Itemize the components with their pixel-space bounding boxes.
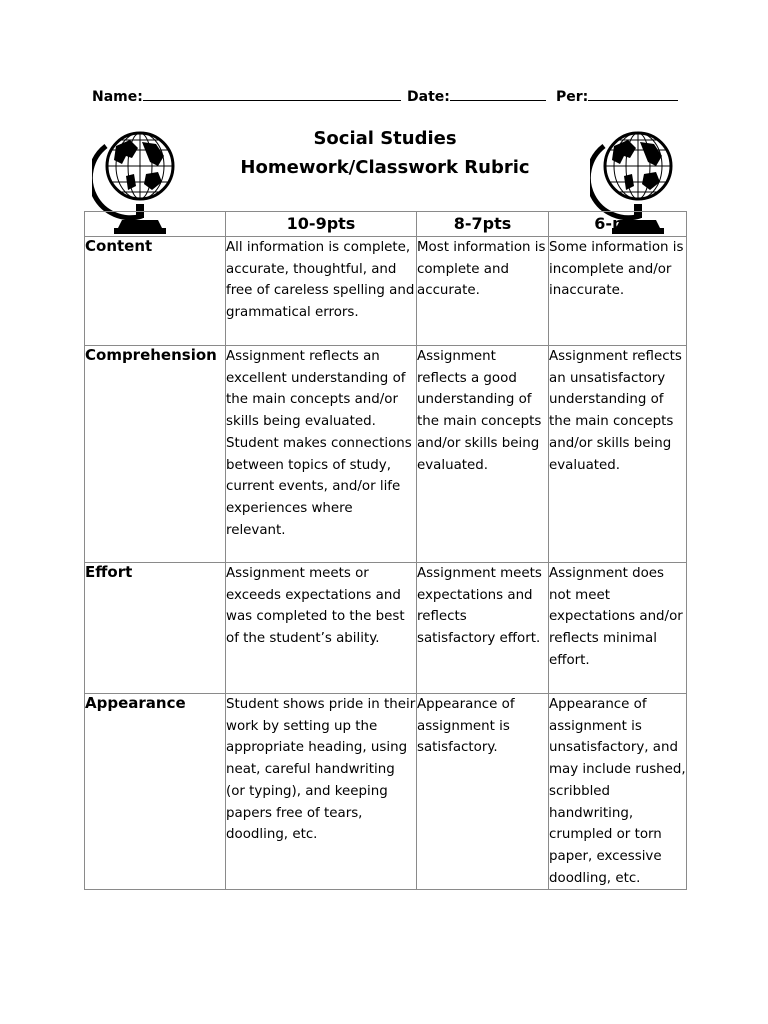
table-cell: Some information is incomplete and/or inaccurate. [549,237,687,346]
table-cell: Assignment reflects an excellent understanding of the main concepts and/or skills being evaluated. Student makes connections between topics of study, current events, and/or life experiences where relevant. [226,346,417,563]
header-fields [92,86,682,106]
row-label-content: Content [85,237,226,346]
table-cell: Assignment meets expectations and reflects satisfactory effort. [417,563,549,694]
row-label-comprehension: Comprehension [85,346,226,563]
table-row [85,694,687,890]
table-cell: All information is complete, accurate, thoughtful, and free of careless spelling and grammatical errors. [226,237,417,346]
table-cell: Assignment does not meet expectations and/or reflects minimal effort. [549,563,687,694]
row-label-appearance: Appearance [85,694,226,890]
per-label: Per: [556,89,589,105]
name-field[interactable] [92,86,401,105]
name-blank[interactable] [143,86,401,101]
table-row [85,237,687,346]
per-field[interactable] [556,86,678,105]
date-field[interactable] [407,86,546,105]
table-row [85,346,687,563]
rubric-table [84,211,687,890]
table-cell: Student shows pride in their work by setting up the appropriate heading, using neat, careful handwriting (or typing), and keeping papers free of tears, doodling, etc. [226,694,417,890]
table-cell: Appearance of assignment is satisfactory. [417,694,549,890]
title-line1: Social Studies [313,128,457,149]
date-label: Date: [407,89,450,105]
table-cell: Assignment reflects a good understanding of the main concepts and/or skills being evaluated. [417,346,549,563]
column-header [85,212,226,237]
column-header: 8-7pts [417,212,549,237]
column-header-text: 6-pts [594,214,641,233]
table-cell: Assignment meets or exceeds expectations and was completed to the best of the student’s ability. [226,563,417,694]
table-cell: Most information is complete and accurate. [417,237,549,346]
name-label: Name: [92,89,143,105]
table-header-row [85,212,687,237]
row-label-effort: Effort [85,563,226,694]
per-blank[interactable] [588,86,678,101]
column-header: 10-9pts [226,212,417,237]
date-blank[interactable] [450,86,546,101]
table-cell: Assignment reflects an unsatisfactory understanding of the main concepts and/or skills being evaluated. [549,346,687,563]
title-line2: Homework/Classwork Rubric [240,157,530,178]
column-header [549,212,687,237]
table-cell: Appearance of assignment is unsatisfactory, and may include rushed, scribbled handwriting, crumpled or torn paper, excessive doodling, etc. [549,694,687,890]
table-row [85,563,687,694]
